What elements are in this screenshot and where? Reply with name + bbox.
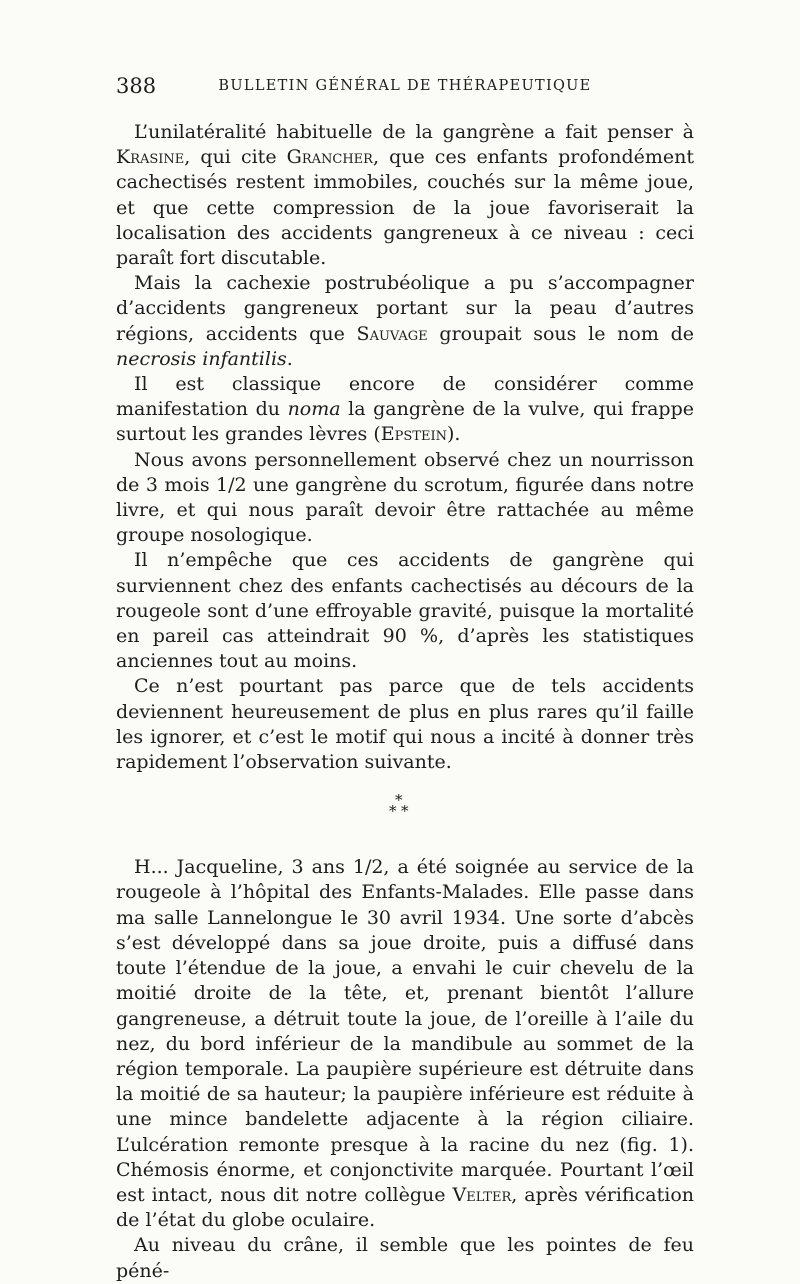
author-name: Krasine bbox=[116, 146, 185, 169]
paragraph: Il est classique encore de considérer comme manifestation du noma la gangrène de la vulve, qui frappe surtout les grandes lèvres (Epstein). bbox=[116, 373, 694, 446]
author-name: Epstein bbox=[380, 423, 447, 446]
author-name: Velter bbox=[452, 1183, 512, 1206]
paragraph: Nous avons personnellement observé chez un nourrisson de 3 mois 1/2 une gangrène du scrotum, figurée dans notre livre, et qui nous paraît devoir être rattachée au même groupe nosologique. bbox=[116, 448, 694, 547]
paragraph: Il n’empêche que ces accidents de gangrène qui surviennent chez des enfants cachectisés au décours de la rougeole sont d’une effroyable gravité, puisque la mortalité en pareil cas atteindrait 90 %, d’après les statistiques anciennes tout au moins. bbox=[116, 549, 694, 673]
separator-star: * bbox=[401, 802, 409, 821]
author-name: Sauvage bbox=[356, 322, 428, 345]
separator-star: * bbox=[389, 802, 397, 821]
author-name: Grancher bbox=[286, 146, 373, 169]
paragraph: Mais la cachexie postrubéolique a pu s’accompagner d’accidents gangreneux portant sur la peau d’autres régions, accidents que Sauvage groupait sous le nom de necrosis infantilis. bbox=[116, 272, 694, 370]
page-number: 388 bbox=[116, 74, 157, 98]
latin-term: noma bbox=[287, 398, 341, 421]
page-header bbox=[116, 74, 694, 104]
paragraph: L’unilatéralité habituelle de la gangrène a fait penser à Krasine, qui cite Grancher, que ces enfants profondément cachectisés restent immobiles, couchés sur la même joue, et que cette compression de la joue favoriserait la localisation des accidents gangreneux à ce niveau : ceci paraît fort discutable. bbox=[116, 121, 695, 270]
paragraph: Ce n’est pourtant pas parce que de tels accidents deviennent heureusement de plus en plus rares qu’il faille les ignorer, et c’est le motif qui nous a incité à donner très rapidement l’observation suivante. bbox=[116, 675, 694, 774]
running-title: BULLETIN GÉNÉRAL DE THÉRAPEUTIQUE bbox=[218, 78, 592, 94]
section-separator bbox=[116, 775, 694, 855]
separator-star: * bbox=[395, 791, 403, 810]
body-text bbox=[116, 120, 694, 1284]
paragraph: Au niveau du crâne, il semble que les pointes de feu péné- bbox=[116, 1234, 694, 1282]
latin-term: necrosis infantilis bbox=[116, 347, 287, 370]
paragraph: H... Jacqueline, 3 ans 1/2, a été soignée au service de la rougeole à l’hôpital des Enfants-Malades. Elle passe dans ma salle Lannelongue le 30 avril 1934. Une sorte d’abcès s’est développé dans sa joue droite, puis a diffusé dans toute l’étendue de la joue, a envahi le cuir chevelu de la moitié droite de la tête, et, prenant bientôt l’allure gangreneuse, a détruit toute la joue, de l’oreille à l’aile du nez, du bord inférieur de la mandibule au sommet de la région temporale. La paupière supérieure est détruite dans la moitié de sa hauteur; la paupière inférieure est réduite à une mince bandelette adjacente à la région ciliaire. L’ulcération remonte presque à la racine du nez (fig. 1). Chémosis énorme, et conjonctivite marquée. Pourtant l’œil est intact, nous dit notre collègue Velter, après vérification de l’état du globe oculaire. bbox=[116, 856, 694, 1232]
